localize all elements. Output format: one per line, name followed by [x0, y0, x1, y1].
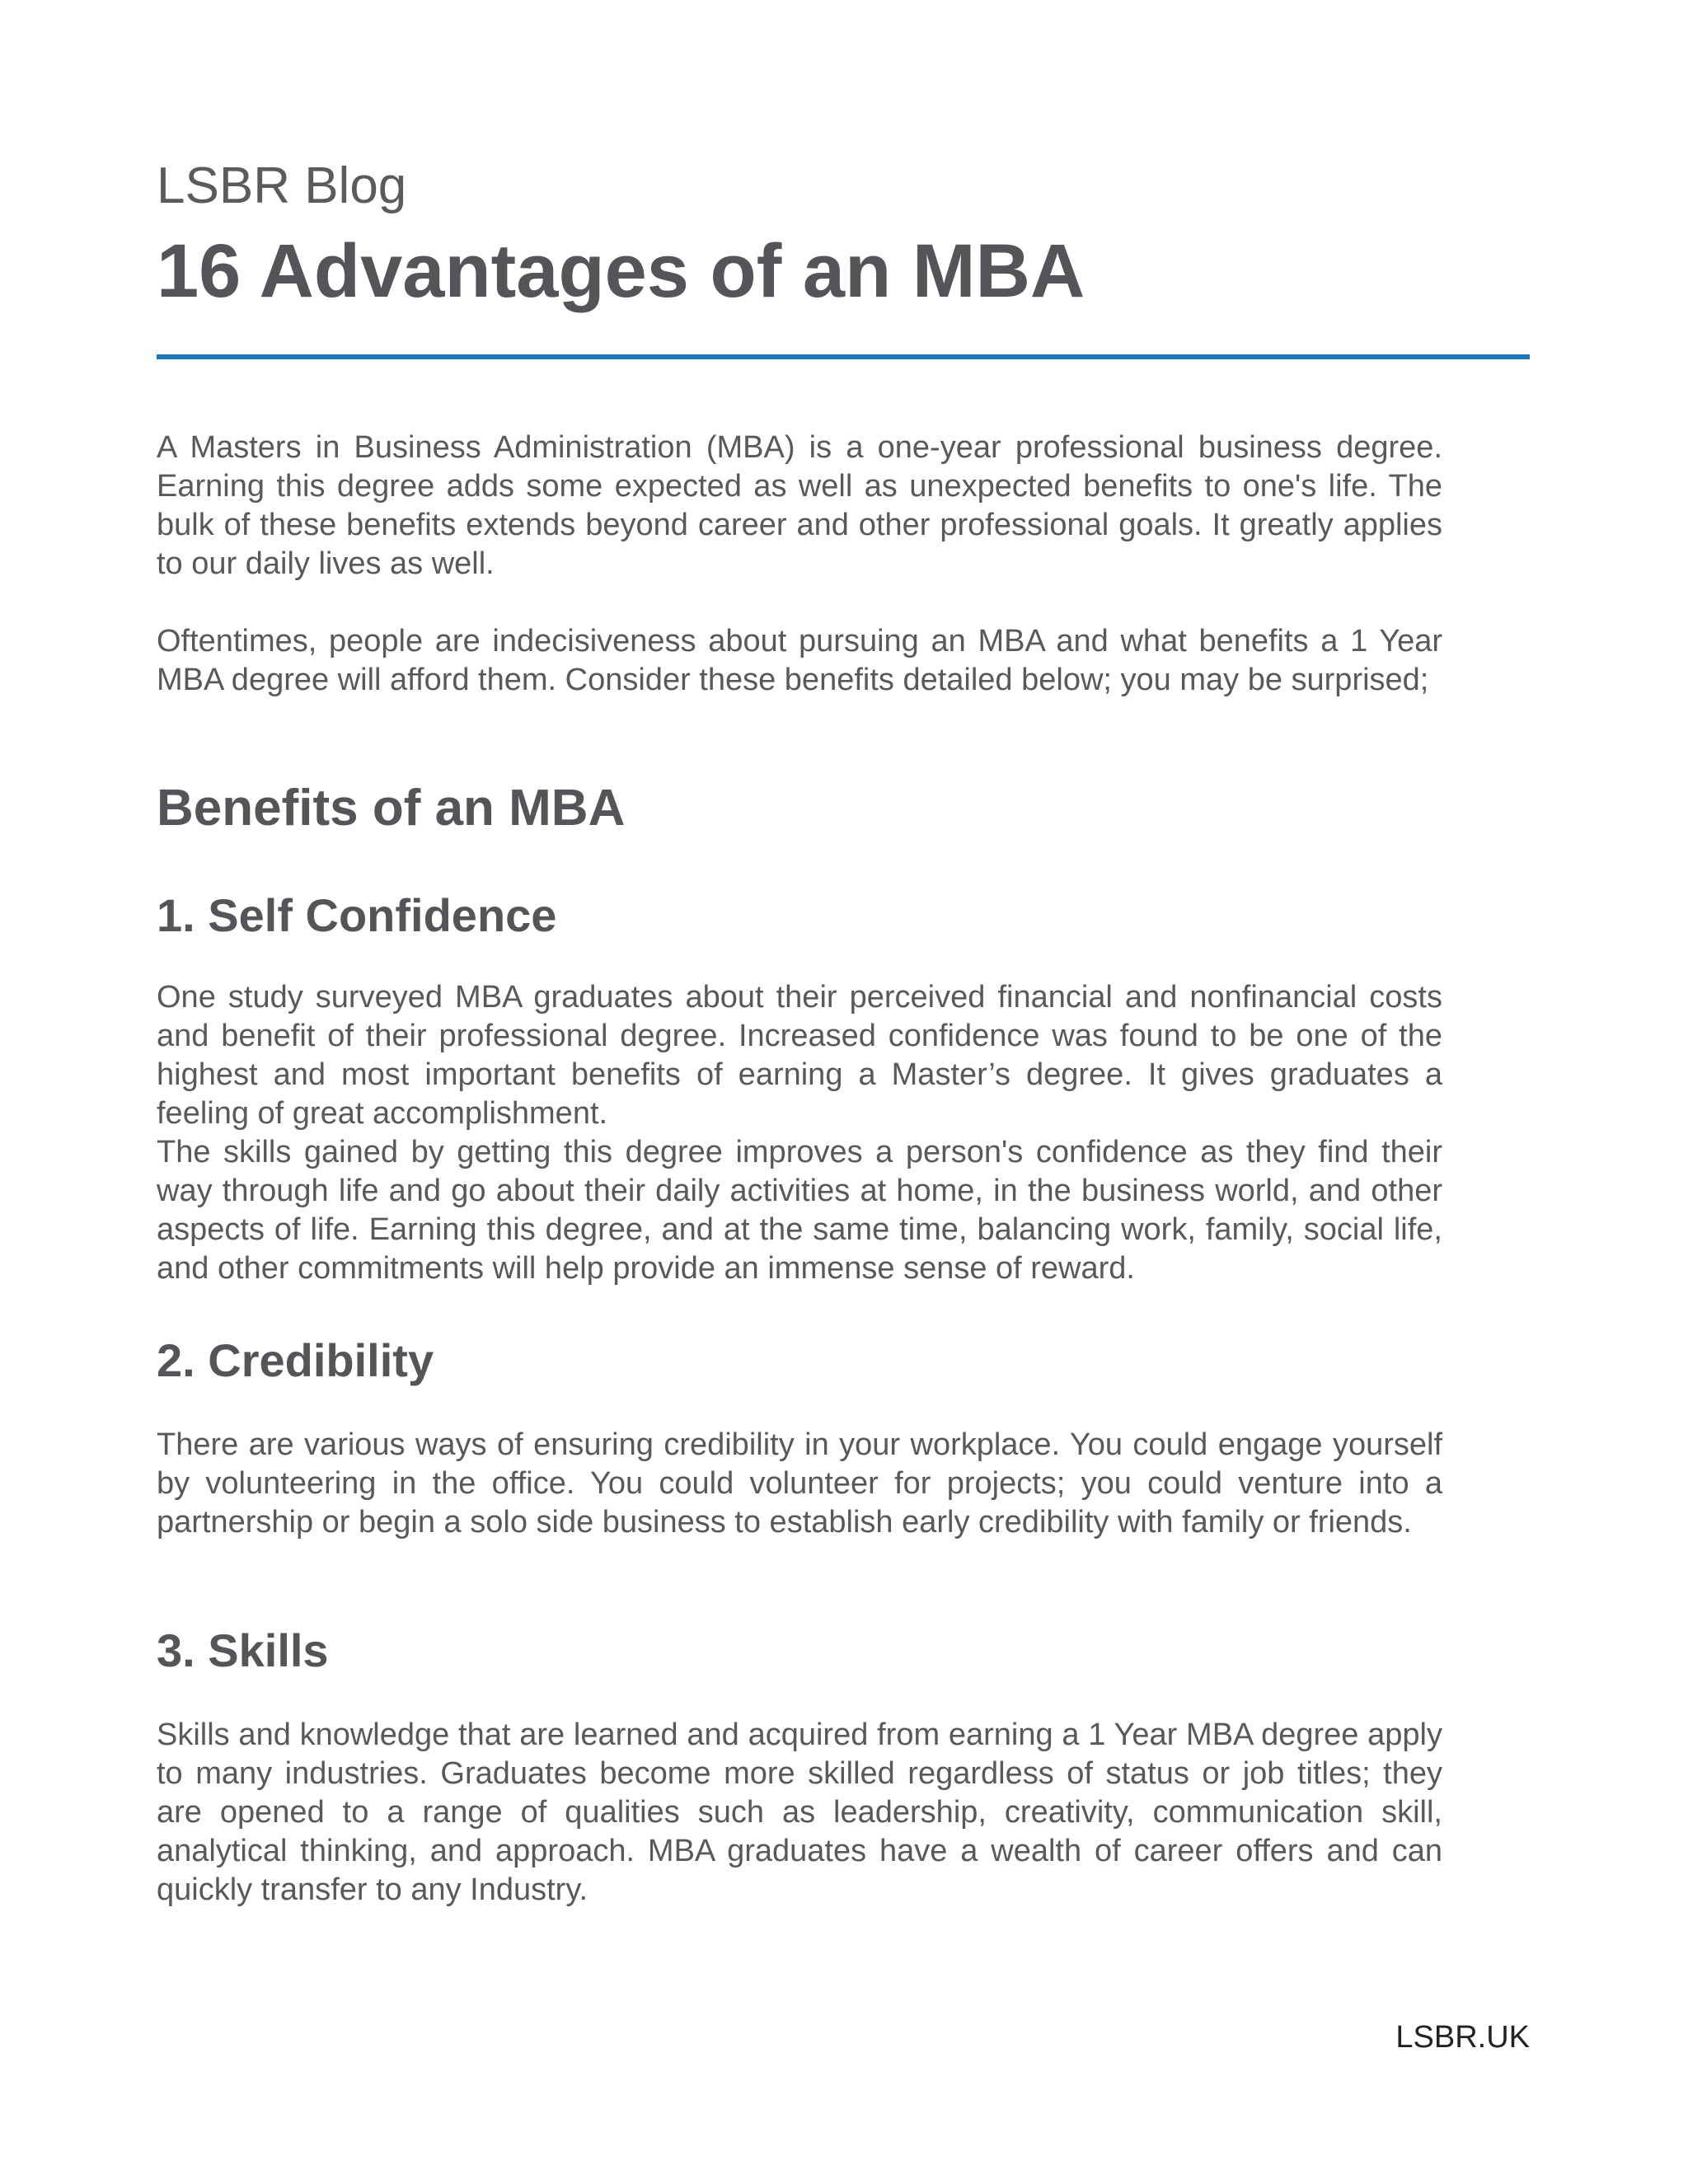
- benefits-heading: Benefits of an MBA: [157, 780, 626, 837]
- self-confidence-paragraph-2: The skills gained by getting this degree improves a person's confidence as they find their way through life and go about their daily activities at home, in the business world, and other aspects of life. Earning this degree, and at the same time, balancing work, family, social life, and other commitments will help provide an immense sense of reward.: [157, 1135, 1442, 1286]
- title-divider: [157, 354, 1530, 359]
- blog-name: LSBR Blog: [157, 157, 407, 214]
- document-page: [157, 0, 1530, 2184]
- section-heading-skills: 3. Skills: [157, 1624, 329, 1676]
- intro-paragraph-2: Oftentimes, people are indecisiveness about pursuing an MBA and what benefits a 1 Year MBA degree will afford them. Consider these benefits detailed below; you may be surprised;: [157, 624, 1442, 697]
- intro-paragraph-1: A Masters in Business Administration (MBA) is a one-year professional business degree. Earning this degree adds some expected as well as unexpected benefits to one's life. The bulk of these benefits extends beyond career and other professional goals. It greatly applies to our daily lives as well.: [157, 430, 1442, 581]
- page-title: 16 Advantages of an MBA: [157, 229, 1085, 313]
- section-heading-credibility: 2. Credibility: [157, 1334, 434, 1386]
- section-heading-self-confidence: 1. Self Confidence: [157, 889, 557, 941]
- credibility-paragraph: There are various ways of ensuring credibility in your workplace. You could engage yourself by volunteering in the office. You could volunteer for projects; you could venture into a partnership or begin a solo side business to establish early credibility with family or friends.: [157, 1427, 1442, 1540]
- footer-site-name: LSBR.UK: [1395, 2020, 1530, 2055]
- self-confidence-paragraph-1: One study surveyed MBA graduates about their perceived financial and nonfinancial costs and benefit of their professional degree. Increased confidence was found to be one of the highest and most important benefits of earning a Master’s degree. It gives graduates a feeling of great accomplishment.: [157, 980, 1442, 1131]
- skills-paragraph: Skills and knowledge that are learned and acquired from earning a 1 Year MBA degree apply to many industries. Graduates become more skilled regardless of status or job titles; they are opened to a range of qualities such as leadership, creativity, communication skill, analytical thinking, and approach. MBA graduates have a wealth of career offers and can quickly transfer to any Industry.: [157, 1718, 1442, 1907]
